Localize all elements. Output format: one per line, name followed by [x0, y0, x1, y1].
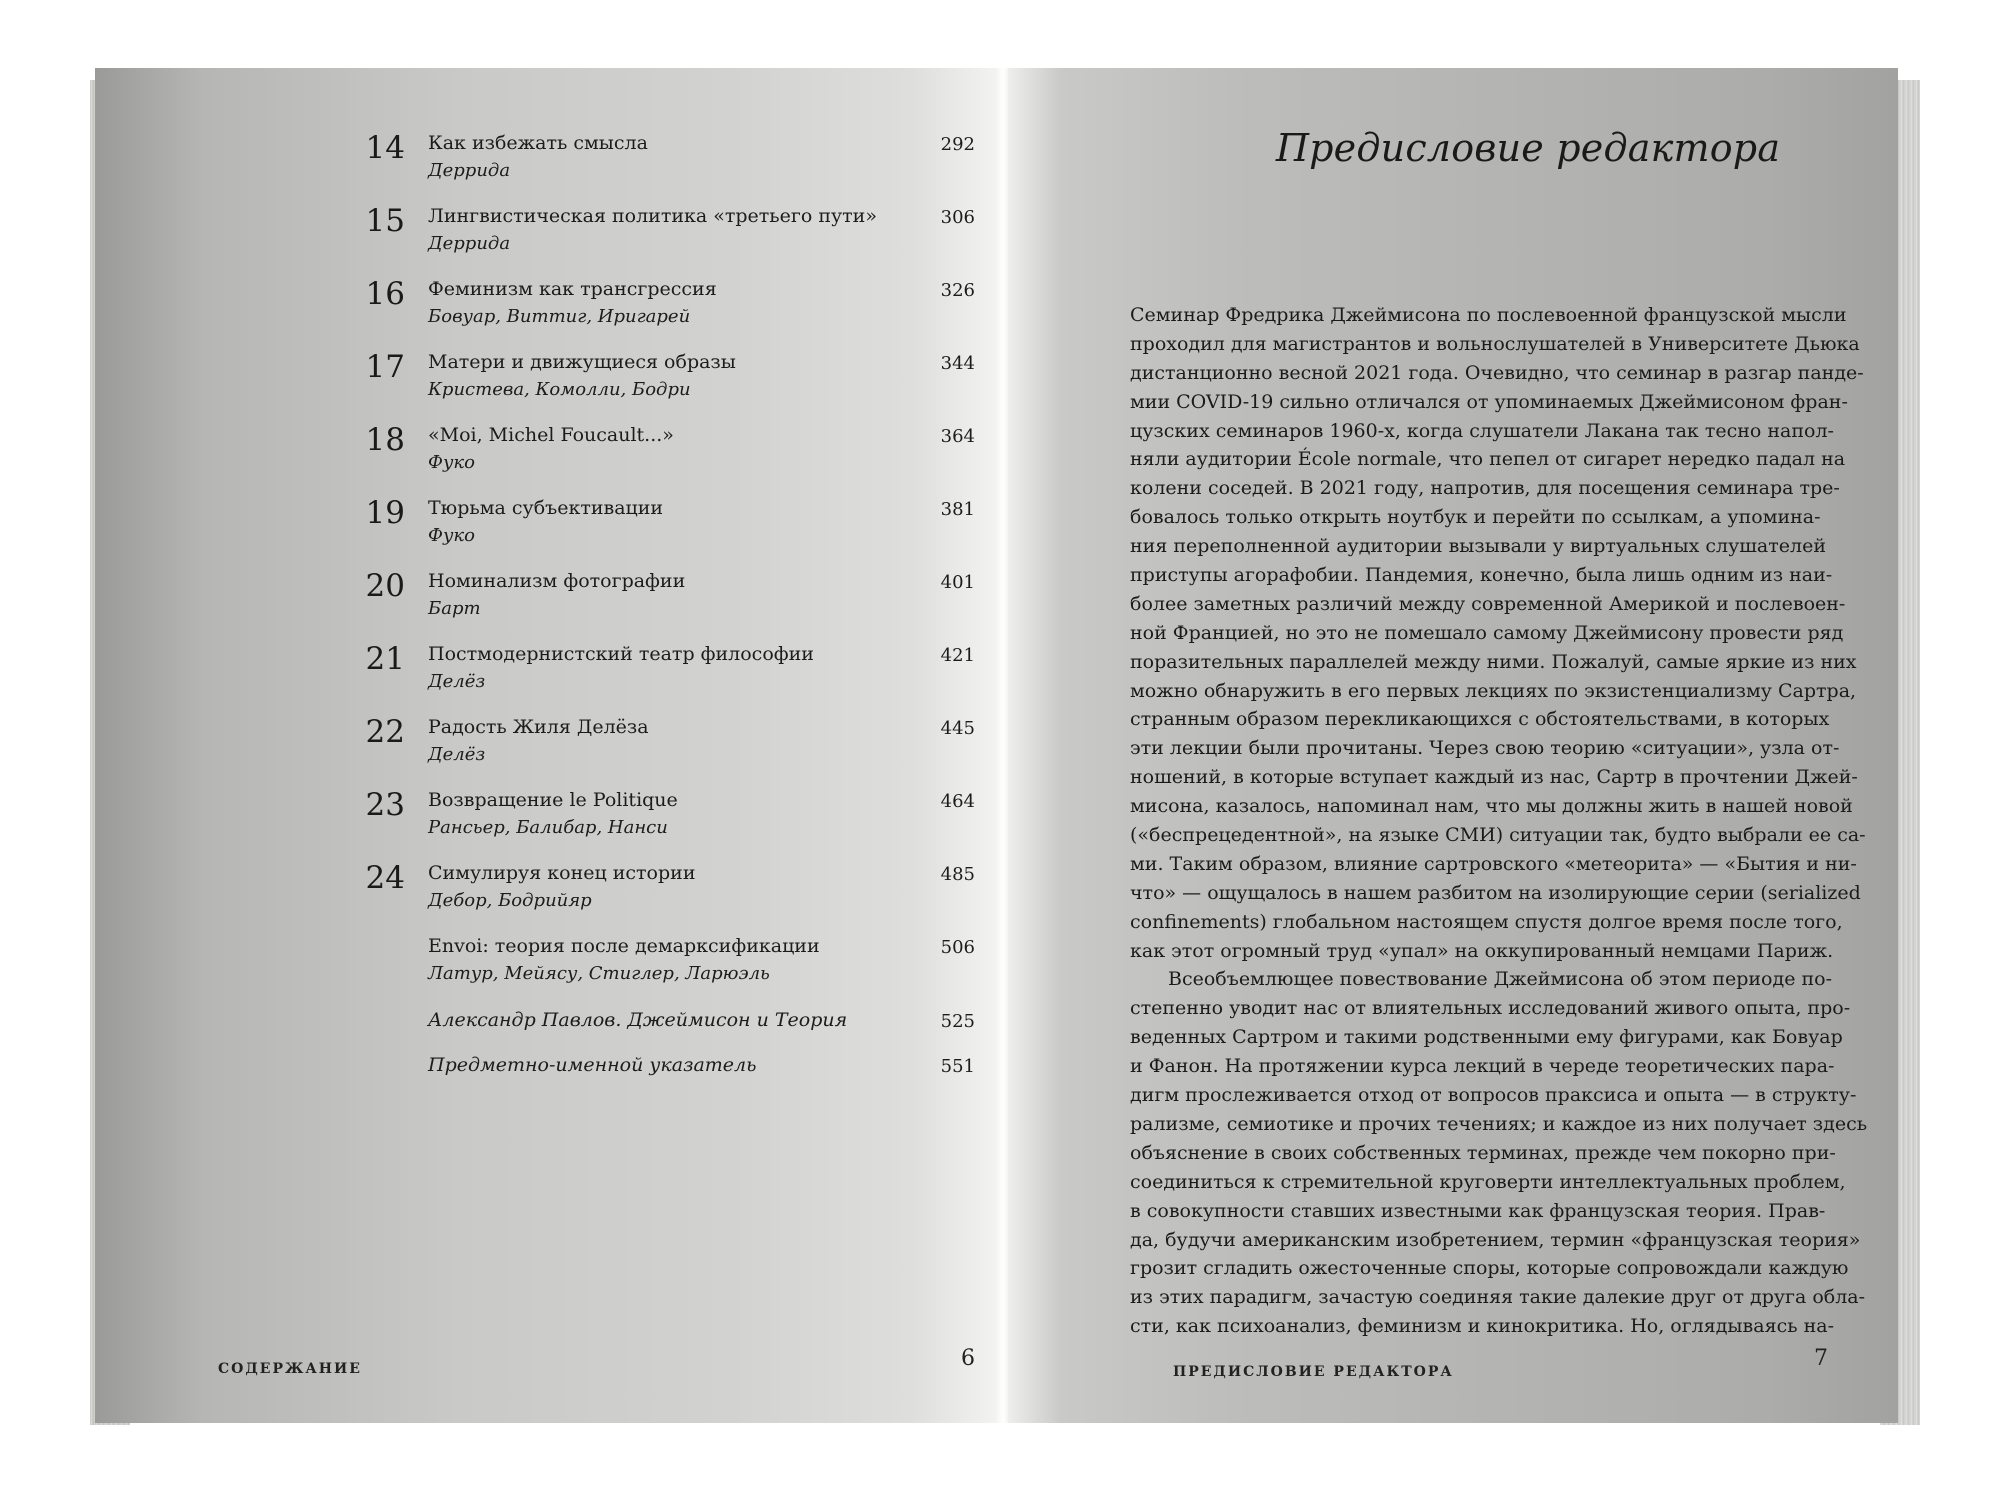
- toc-chapter-author: Фуко: [428, 525, 475, 546]
- text-line: Семинар Фредрика Джеймисона по послевоенной французской мысли: [1130, 304, 1847, 326]
- toc-chapter-author: Деррида: [428, 233, 511, 254]
- text-line: («беспрецедентной», на языке СМИ) ситуации так, будто выбрали ее са-: [1130, 824, 1866, 847]
- toc-chapter-title: Радость Жиля Делёза: [428, 716, 649, 738]
- text-line: объяснение в своих собственных терминах, прежде чем покорно при-: [1130, 1141, 1836, 1164]
- text-line: бовалось только открыть ноутбук и перейти по ссылкам, а упомина-: [1130, 506, 1821, 529]
- toc-chapter-number: 17: [365, 349, 405, 385]
- toc-chapter-number: 20: [365, 568, 405, 604]
- text-line: можно обнаружить в его первых лекциях по экзистенциализму Сартра,: [1130, 679, 1857, 702]
- toc-entry: [95, 1050, 1002, 1090]
- toc-chapter-number: 14: [365, 130, 405, 166]
- text-line: соединиться к стремительной круговерти интеллектуальных проблем,: [1130, 1170, 1846, 1193]
- text-line: сти, как психоанализ, феминизм и кинокритика. Но, оглядываясь на-: [1130, 1315, 1835, 1338]
- toc-page-number: 364: [940, 426, 975, 447]
- toc-chapter-number: 18: [365, 422, 405, 458]
- toc-chapter-number: 24: [365, 860, 405, 896]
- toc-entry: [95, 858, 1002, 928]
- toc-chapter-author: Кристева, Комолли, Бодри: [428, 379, 691, 400]
- toc-chapter-title: Феминизм как трансгрессия: [428, 278, 717, 300]
- toc-chapter-number: 22: [365, 714, 405, 750]
- left-page: [95, 68, 1002, 1423]
- toc-entry: [95, 420, 1002, 490]
- toc-entry: [95, 639, 1002, 709]
- toc-page-number: 326: [940, 280, 975, 301]
- running-footer: ПРЕДИСЛОВИЕ РЕДАКТОРА: [1173, 1364, 1454, 1380]
- toc-chapter-author: Делёз: [428, 744, 486, 765]
- text-line: дигм прослеживается отход от вопросов праксиса и опыта — в структу-: [1130, 1084, 1857, 1107]
- text-line: ной Францией, но это не помешало самому Джеймисону провести ряд: [1130, 621, 1844, 644]
- toc-page-number: 421: [940, 645, 975, 666]
- toc-entry: [95, 128, 1002, 198]
- toc-chapter-author: Фуко: [428, 452, 475, 473]
- toc-chapter-title: Envoi: теория после демарксификации: [428, 935, 820, 957]
- toc-chapter-number: 21: [365, 641, 405, 677]
- text-line: более заметных различий между современной Америкой и послевоен-: [1130, 592, 1846, 615]
- text-line: грозит сгладить ожесточенные споры, которые сопровождали каждую: [1130, 1257, 1849, 1280]
- toc-page-number: 401: [940, 572, 975, 593]
- text-line: Всеобъемлющее повествование Джеймисона об этом периоде по-: [1168, 968, 1832, 991]
- toc-page-number: 464: [940, 791, 975, 812]
- toc-entry: [95, 566, 1002, 636]
- text-line: проходил для магистрантов и вольнослушателей в Университете Дьюка: [1130, 332, 1860, 355]
- toc-chapter-author: Рансьер, Балибар, Нанси: [428, 817, 668, 838]
- toc-page-number: 292: [940, 134, 975, 155]
- text-line: колени соседей. В 2021 году, напротив, для посещения семинара тре-: [1130, 477, 1840, 500]
- text-line: няли аудитории École normale, что пепел от сигарет нередко падал на: [1130, 448, 1846, 471]
- toc-page-number: 344: [940, 353, 975, 374]
- toc-chapter-title: Тюрьма субъективации: [428, 497, 664, 519]
- toc-entry: [95, 785, 1002, 855]
- toc-chapter-title: Постмодернистский театр философии: [428, 643, 814, 665]
- text-line: и Фанон. На протяжении курса лекций в череде теоретических пара-: [1130, 1055, 1835, 1078]
- text-line: confinements) глобальном настоящем спустя долгое время после того,: [1130, 910, 1843, 933]
- toc-chapter-title: Предметно-именной указатель: [428, 1054, 757, 1076]
- toc-chapter-number: 19: [365, 495, 405, 531]
- toc-chapter-number: 23: [365, 787, 405, 823]
- toc-entry: [95, 201, 1002, 271]
- toc-chapter-title: Возвращение le Politique: [428, 789, 678, 811]
- toc-chapter-title: Лингвистическая политика «третьего пути»: [428, 205, 877, 227]
- toc-chapter-author: Бовуар, Виттиг, Иригарей: [428, 306, 691, 327]
- text-line: приступы агорафобии. Пандемия, конечно, была лишь одним из наи-: [1130, 564, 1833, 587]
- text-line: ния переполненной аудитории вызывали у виртуальных слушателей: [1130, 535, 1826, 558]
- text-line: да, будучи американским изобретением, термин «французская теория»: [1130, 1228, 1861, 1251]
- text-line: веденных Сартром и такими родственными ему фигурами, как Бовуар: [1130, 1026, 1843, 1049]
- toc-chapter-author: Барт: [428, 598, 481, 619]
- text-line: из этих парадигм, зачастую соединяя такие далекие друг от друга обла-: [1130, 1286, 1866, 1309]
- toc-chapter-title: «Moi, Michel Foucault...»: [428, 424, 674, 446]
- toc-chapter-title: Номинализм фотографии: [428, 570, 686, 592]
- text-line: дистанционно весной 2021 года. Очевидно, что семинар в разгар панде-: [1130, 361, 1864, 384]
- toc-chapter-author: Дебор, Бодрийяр: [428, 890, 592, 911]
- text-line: ми. Таким образом, влияние сартровского «метеорита» — «Бытия и ни-: [1130, 852, 1857, 875]
- text-line: цузских семинаров 1960-х, когда слушатели Лакана так тесно напол-: [1130, 419, 1834, 442]
- text-line: рализме, семиотике и прочих течениях; и каждое из них получает здесь: [1130, 1112, 1868, 1135]
- text-line: что» — ощущалось в нашем разбитом на изолирующие серии (serialized: [1130, 881, 1861, 904]
- toc-entry: [95, 712, 1002, 782]
- toc-chapter-title: Матери и движущиеся образы: [428, 351, 736, 373]
- toc-chapter-title: Александр Павлов. Джеймисон и Теория: [428, 1009, 848, 1031]
- toc-chapter-title: Симулируя конец истории: [428, 862, 696, 884]
- toc-page-number: 525: [940, 1011, 975, 1032]
- toc-page-number: 506: [940, 937, 975, 958]
- text-line: странным образом перекликающихся с обстоятельствами, в которых: [1130, 708, 1830, 731]
- toc-chapter-number: 15: [365, 203, 405, 239]
- toc-chapter-author: Делёз: [428, 671, 486, 692]
- text-line: как этот огромный труд «упал» на оккупированный немцами Париж.: [1130, 939, 1834, 962]
- text-line: ношений, в которые вступает каждый из нас, Сартр в прочтении Джей-: [1130, 766, 1858, 789]
- page-number: 6: [961, 1346, 975, 1371]
- toc-entry: [95, 1005, 1002, 1045]
- toc-chapter-number: 16: [365, 276, 405, 312]
- toc-page-number: 551: [940, 1056, 975, 1077]
- toc-page-number: 485: [940, 864, 975, 885]
- page-number: 7: [1814, 1346, 1828, 1371]
- toc-entry: [95, 274, 1002, 344]
- toc-entry: [95, 493, 1002, 563]
- chapter-heading: Предисловие редактора: [1275, 126, 1781, 170]
- toc-chapter-author: Латур, Мейясу, Стиглер, Ларюэль: [428, 963, 770, 984]
- body-text: [1130, 301, 1868, 1341]
- toc-chapter-title: Как избежать смысла: [428, 132, 648, 154]
- text-line: эти лекции были прочитаны. Через свою теорию «ситуации», узла от-: [1130, 737, 1840, 760]
- text-line: в совокупности ставших известными как французская теория. Прав-: [1130, 1199, 1826, 1222]
- toc-entry: [95, 347, 1002, 417]
- text-line: мии COVID-19 сильно отличался от упоминаемых Джеймисоном фран-: [1130, 390, 1848, 413]
- toc-chapter-author: Деррида: [428, 160, 511, 181]
- toc-page-number: 306: [940, 207, 975, 228]
- right-page: [1008, 68, 1898, 1423]
- toc-page-number: 445: [940, 718, 975, 739]
- text-line: степенно уводит нас от влиятельных исследований живого опыта, про-: [1130, 997, 1851, 1020]
- text-line: мисона, казалось, напоминал нам, что мы должны жить в нашей новой: [1130, 795, 1853, 818]
- toc-entry: [95, 931, 1002, 1001]
- toc-page-number: 381: [940, 499, 975, 520]
- running-footer: СОДЕРЖАНИЕ: [218, 1361, 362, 1377]
- text-line: поразительных параллелей между ними. Пожалуй, самые яркие из них: [1130, 650, 1857, 673]
